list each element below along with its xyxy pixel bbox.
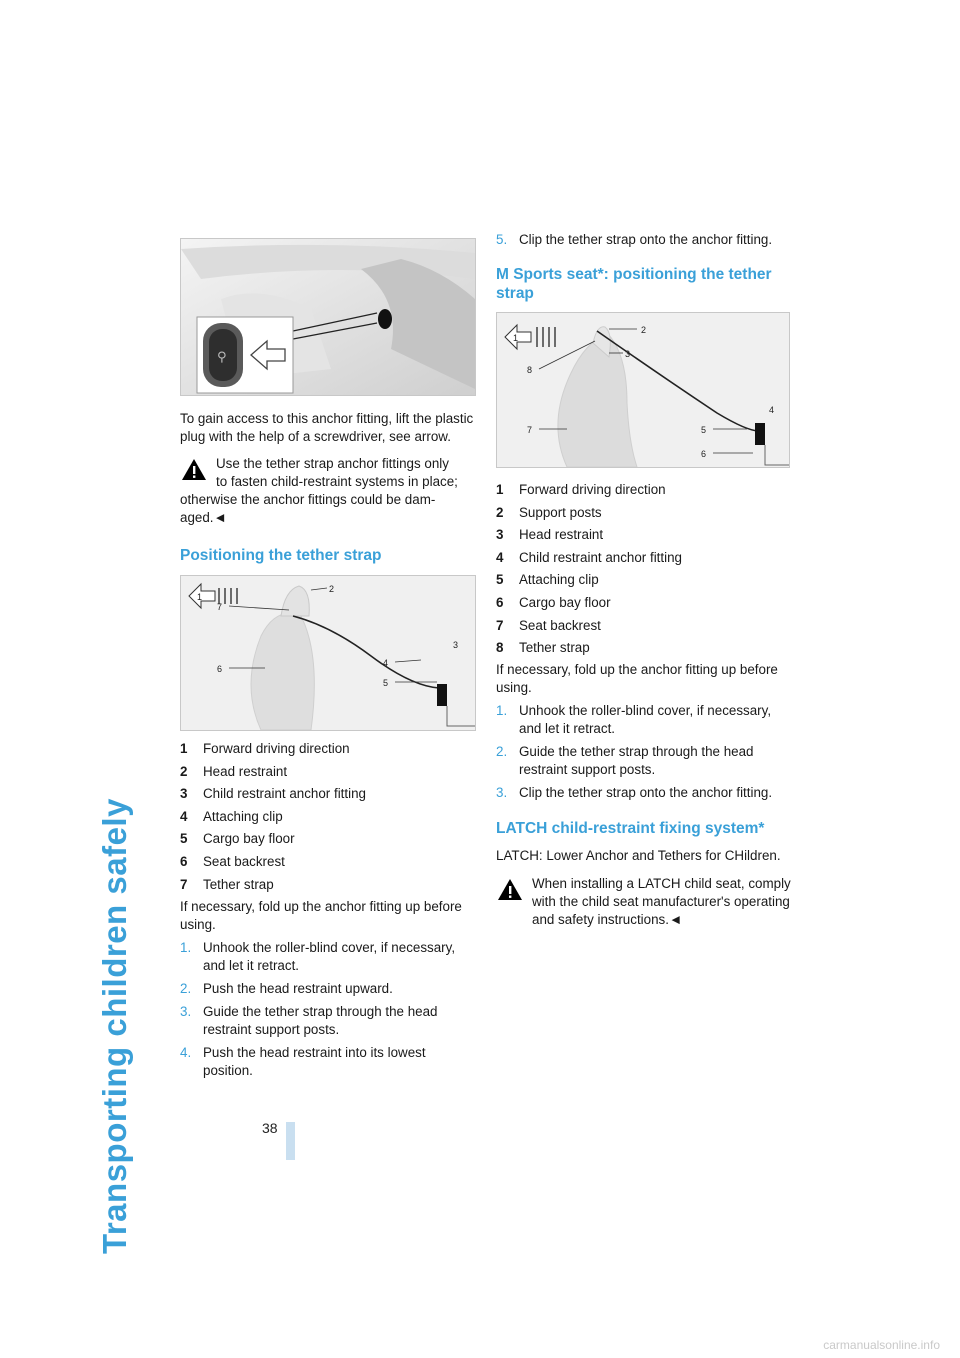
step-item: 2. Push the head restraint upward. [180,980,393,996]
legend-item: 5 Cargo bay floor [180,831,295,847]
legend-item: 7 Seat backrest [496,617,601,633]
steps-m-sports [496,702,792,802]
latch-heading: LATCH child-restraint fixing system* [496,820,765,838]
left-column [180,238,476,1085]
legend-item: 5 Attaching clip [496,572,599,588]
step-item: 2. Guide the tether strap through the head restraint support posts. [496,744,754,778]
warning-block [180,455,476,527]
latch-text: LATCH: Lower Anchor and Tethers for CHildren. [496,848,781,864]
svg-text:3: 3 [453,640,459,650]
svg-text:6: 6 [701,449,707,459]
warning-line-1: Use the tether strap anchor fittings only [216,456,449,471]
legend-item: 6 Seat backrest [180,853,285,869]
warning-line-2: to fasten child-restraint systems in place; [216,474,458,489]
svg-text:2: 2 [329,584,335,594]
step-item: 1. Unhook the roller-blind cover, if necessary, and let it retract. [496,703,772,737]
legend-item: 7 Tether strap [180,876,274,892]
tether-diagram-m-sports [496,312,790,468]
section-title: Transporting children safely [96,798,133,1254]
legend-item: 1 Forward driving direction [496,482,666,497]
intro-text: To gain access to this anchor fitting, lift the plastic plug with the help of a screwdriver, see arrow. [180,411,474,444]
right-column [496,231,792,929]
svg-text:5: 5 [701,425,707,435]
svg-text:6: 6 [217,664,223,674]
step-5-continued [496,231,792,249]
legend-item: 1 Forward driving direction [180,741,350,756]
svg-text:1: 1 [197,592,203,602]
step-item: 3. Guide the tether strap through the head restraint support posts. [180,1003,438,1037]
legend-item: 3 Child restraint anchor fitting [180,786,366,802]
legend-item: 2 Support posts [496,504,602,520]
warning-triangle-icon [181,458,207,486]
svg-text:8: 8 [527,365,533,375]
legend-item: 8 Tether strap [496,640,590,656]
tether-diagram-standard [180,575,476,731]
svg-text:5: 5 [383,678,389,688]
warning-line-4: aged.◄ [180,510,227,525]
step-item: 4. Push the head restraint into its lowest position. [180,1044,426,1078]
latch-warning-text: When installing a LATCH child seat, comply with the child seat manufacturer's operating and safety instructions. [532,876,791,928]
svg-text:4: 4 [769,405,775,415]
step-item: 1. Unhook the roller-blind cover, if necessary, and let it retract. [180,939,456,973]
legend-item: 3 Head restraint [496,527,604,543]
latch-warning-block: When installing a LATCH child seat, comply with the child seat manufacturer's operating and safety instructions.◄ [496,875,792,929]
page-number: 38 [262,1120,278,1136]
footer-watermark: carmanualsonline.info [823,1338,940,1352]
svg-text:⚲: ⚲ [217,350,227,365]
legend-item: 4 Attaching clip [180,808,283,824]
positioning-heading: Positioning the tether strap [180,547,382,564]
svg-text:2: 2 [641,325,647,335]
svg-text:7: 7 [217,602,223,612]
legend-item: 2 Head restraint [180,763,288,779]
warning-line-3: otherwise the anchor fittings could be dam- [180,492,436,507]
legend-item: 4 Child restraint anchor fitting [496,549,682,565]
anchor-plug-photo [180,238,476,396]
svg-text:3: 3 [625,349,631,359]
fold-note: If necessary, fold up the anchor fitting up before using. [496,662,778,696]
svg-text:4: 4 [383,658,389,668]
legend-item: 6 Cargo bay floor [496,594,611,610]
fold-note: If necessary, fold up the anchor fitting up before using. [180,898,462,932]
page-number-bar [286,1122,295,1160]
step-item: 5. Clip the tether strap onto the anchor fitting. [496,232,773,247]
m-sports-heading: M Sports seat*: positioning the tether strap [496,266,772,302]
legend-standard [180,740,476,896]
svg-text:7: 7 [527,425,533,435]
legend-m-sports [496,481,792,659]
warning-triangle-icon [497,878,523,906]
svg-text:1: 1 [513,333,519,343]
step-item: 3. Clip the tether strap onto the anchor fitting. [496,785,773,801]
steps-standard [180,939,476,1080]
